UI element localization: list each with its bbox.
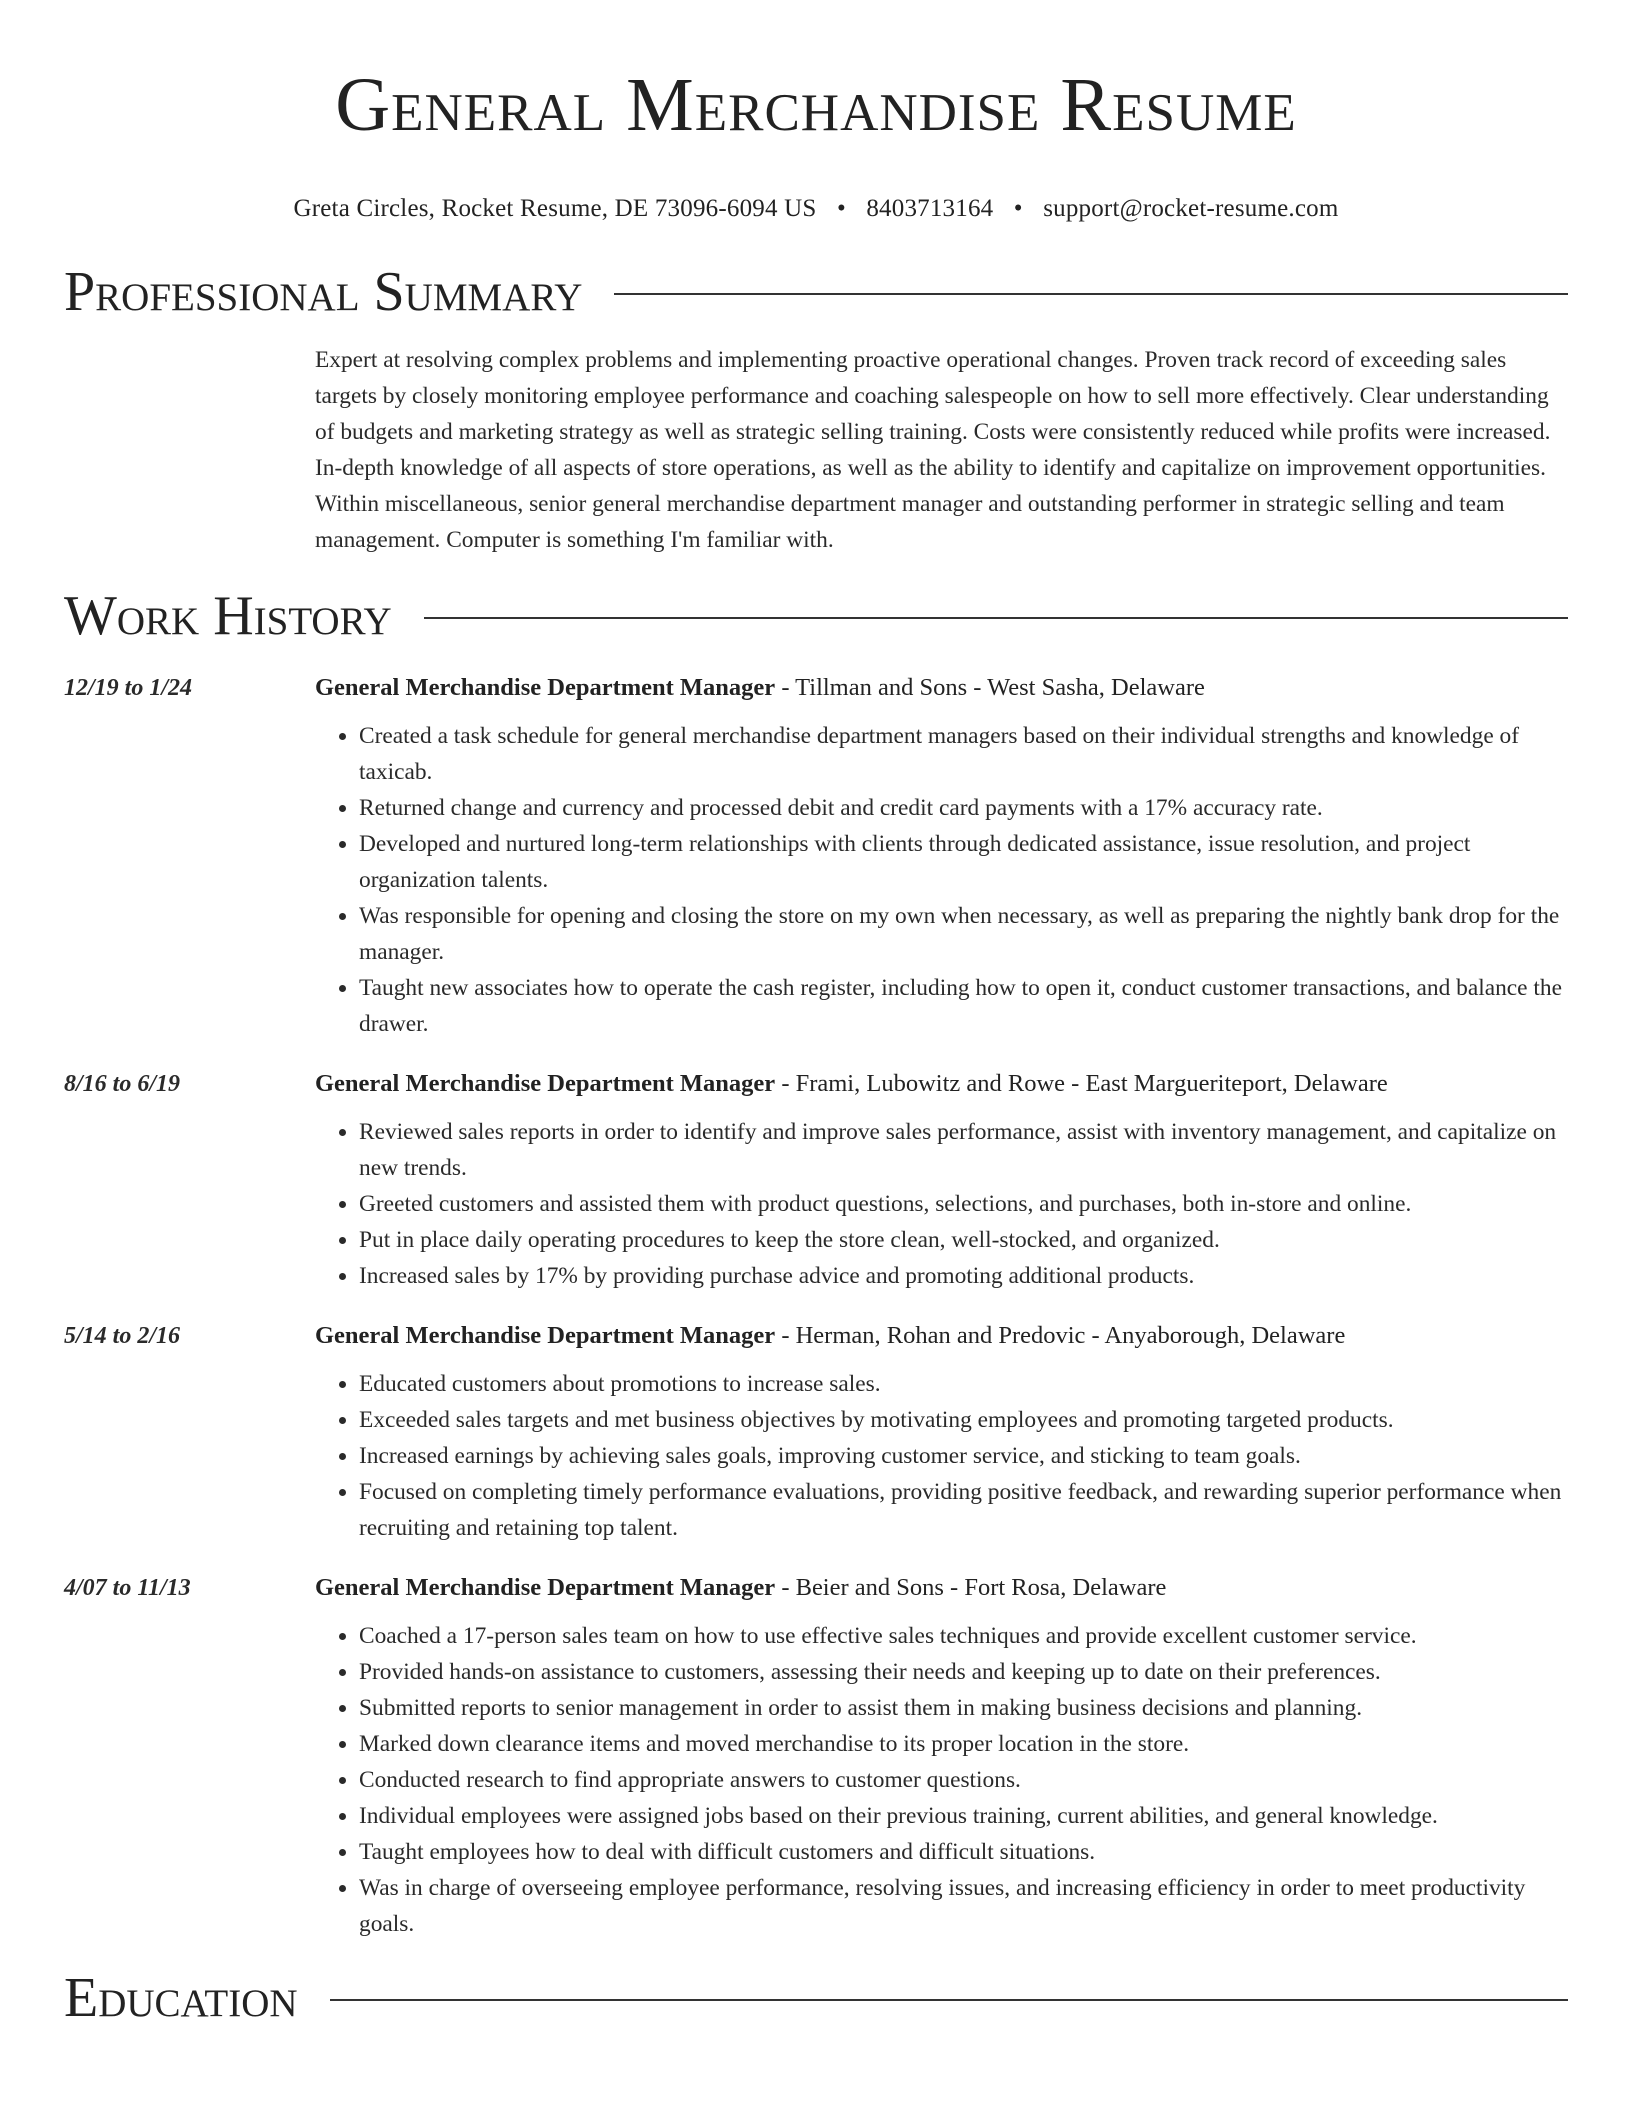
contact-separator: • (1013, 195, 1023, 222)
contact-phone: 8403713164 (866, 195, 994, 222)
job-entry (64, 1318, 1568, 1546)
job-bullet: • Individual employees were assigned jobs based on their previous training, current abilities, and general knowledge. (359, 1798, 1568, 1834)
job-dates: 12/19 to 1/24 (64, 675, 193, 701)
section-heading (64, 1966, 1568, 2030)
job-body (315, 1570, 1568, 1942)
job-heading (315, 1318, 1568, 1354)
job-bullet-list (315, 1114, 1568, 1294)
job-bullet: • Returned change and currency and processed debit and credit card payments with a 17% accuracy rate. (359, 790, 1568, 826)
job-bullet-list (315, 1366, 1568, 1546)
summary-text: Expert at resolving complex problems and implementing proactive operational changes. Proven track record of exceeding sales targets by closely monitoring employee performance and coaching salespeople on how to sell more effectively. Clear understanding of budgets and marketing strategy as well as strategic selling training. Costs were consistently reduced while profits were increased. In-depth knowledge of all aspects of store operations, as well as the ability to identify and capitalize on improvement opportunities. Within miscellaneous, senior general merchandise department manager and outstanding performer in strategic selling and team management. Computer is something I'm familiar with. (315, 347, 1551, 553)
contact-line (64, 194, 1568, 224)
job-bullet: • Taught new associates how to operate the cash register, including how to open it, conduct customer transactions, and balance the drawer. (359, 970, 1568, 1042)
job-entry (64, 1066, 1568, 1294)
contact-address: Greta Circles, Rocket Resume, DE 73096-6094 US (293, 195, 817, 222)
job-dates: 8/16 to 6/19 (64, 1071, 181, 1097)
job-bullet: • Reviewed sales reports in order to identify and improve sales performance, assist with inventory management, and capitalize on new trends. (359, 1114, 1568, 1186)
job-company-location: - Tillman and Sons - West Sasha, Delaware (775, 674, 1205, 701)
work-history-section (64, 584, 1568, 1942)
job-dates: 4/07 to 11/13 (64, 1575, 191, 1601)
job-bullet: • Developed and nurtured long-term relationships with clients through dedicated assistance, issue resolution, and project organization talents. (359, 826, 1568, 898)
section-divider (614, 293, 1568, 295)
section-divider (330, 1999, 1568, 2001)
section-heading (64, 260, 1568, 324)
job-body (315, 670, 1568, 1042)
job-title: General Merchandise Department Manager (315, 1322, 776, 1349)
job-bullet: • Focused on completing timely performance evaluations, providing positive feedback, and rewarding superior performance when recruiting and retaining top talent. (359, 1474, 1568, 1546)
job-bullet: • Was in charge of overseeing employee performance, resolving issues, and increasing efficiency in order to meet productivity goals. (359, 1870, 1568, 1942)
resume-header (64, 0, 1568, 224)
section-divider (424, 617, 1568, 619)
job-bullet: • Put in place daily operating procedures to keep the store clean, well-stocked, and organized. (359, 1222, 1568, 1258)
job-body (315, 1318, 1568, 1546)
job-heading (315, 1570, 1568, 1606)
education-section (64, 1966, 1568, 2030)
job-list (64, 670, 1568, 1942)
section-title: Education (64, 1967, 298, 2029)
job-bullet: • Increased sales by 17% by providing purchase advice and promoting additional products. (359, 1258, 1568, 1294)
job-bullet: • Educated customers about promotions to increase sales. (359, 1366, 1568, 1402)
job-company-location: - Beier and Sons - Fort Rosa, Delaware (775, 1574, 1167, 1601)
job-bullet: • Marked down clearance items and moved merchandise to its proper location in the store. (359, 1726, 1568, 1762)
section-heading (64, 584, 1568, 648)
job-bullet: • Taught employees how to deal with difficult customers and difficult situations. (359, 1834, 1568, 1870)
job-company-location: - Frami, Lubowitz and Rowe - East Margueriteport, Delaware (775, 1070, 1388, 1097)
section-title: Work History (64, 585, 392, 647)
job-bullet: • Coached a 17-person sales team on how to use effective sales techniques and provide excellent customer service. (359, 1618, 1568, 1654)
job-bullet-list (315, 1618, 1568, 1942)
job-company-location: - Herman, Rohan and Predovic - Anyaborough, Delaware (775, 1322, 1346, 1349)
contact-email: support@rocket-resume.com (1043, 195, 1339, 222)
job-bullet: • Increased earnings by achieving sales goals, improving customer service, and sticking to team goals. (359, 1438, 1568, 1474)
job-bullet: • Greeted customers and assisted them with product questions, selections, and purchases, both in-store and online. (359, 1186, 1568, 1222)
job-entry (64, 670, 1568, 1042)
resume-title: General Merchandise Resume (335, 63, 1297, 147)
job-entry (64, 1570, 1568, 1942)
job-heading (315, 670, 1568, 706)
contact-separator: • (836, 195, 846, 222)
job-bullet: • Submitted reports to senior management in order to assist them in making business decisions and planning. (359, 1690, 1568, 1726)
job-bullet: • Created a task schedule for general merchandise department managers based on their individual strengths and knowledge of taxicab. (359, 718, 1568, 790)
job-title: General Merchandise Department Manager (315, 674, 776, 701)
job-heading (315, 1066, 1568, 1102)
professional-summary-section (64, 260, 1568, 558)
job-bullet: • Exceeded sales targets and met business objectives by motivating employees and promoting targeted products. (359, 1402, 1568, 1438)
job-bullet: • Provided hands-on assistance to customers, assessing their needs and keeping up to date on their preferences. (359, 1654, 1568, 1690)
job-title: General Merchandise Department Manager (315, 1070, 776, 1097)
section-title: Professional Summary (64, 261, 583, 323)
job-bullet: • Was responsible for opening and closing the store on my own when necessary, as well as preparing the nightly bank drop for the manager. (359, 898, 1568, 970)
job-dates: 5/14 to 2/16 (64, 1323, 181, 1349)
job-body (315, 1066, 1568, 1294)
job-bullet-list (315, 718, 1568, 1042)
job-title: General Merchandise Department Manager (315, 1574, 776, 1601)
job-bullet: • Conducted research to find appropriate answers to customer questions. (359, 1762, 1568, 1798)
